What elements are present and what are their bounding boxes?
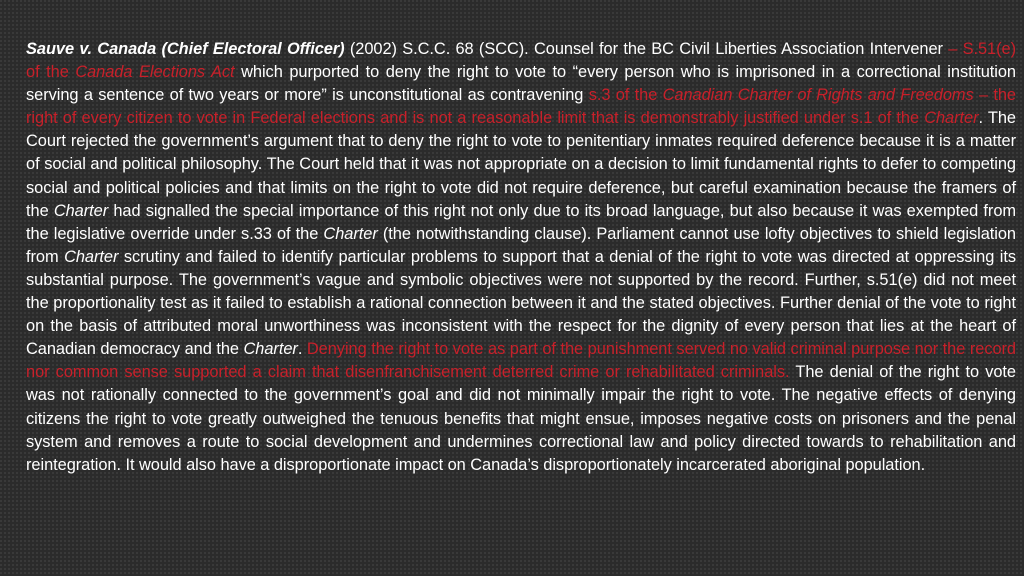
highlighted-text: Denying the right to vote as part of the punishment served no valid criminal purpose nor the record nor common sense supported a claim that disenfranchisement deterred crime or rehabilitated criminals.	[26, 340, 1016, 382]
highlighted-text: – the right of every citizen to vote in Federal elections and is not a reasonable limit that is demonstrably justified under s.1 of the	[26, 86, 1016, 128]
charter-name: Canadian Charter of Rights and Freedoms	[662, 86, 974, 105]
case-title: Sauve v. Canada (Chief Electoral Officer)	[26, 40, 345, 58]
body-text: which purported to deny the right to vote to “every person who is imprisoned in a correctional institution serving a sentence of two years or more” is unconstitutional as contravening	[26, 63, 1016, 105]
charter-reference: Charter	[53, 201, 109, 220]
charter-reference: Charter	[323, 224, 378, 243]
body-text: .	[297, 340, 307, 359]
case-summary-paragraph	[26, 38, 1016, 477]
charter-reference: Charter	[64, 247, 119, 266]
citation-text: (2002) S.C.C. 68 (SCC). Counsel for the BC Civil Liberties Association Intervener	[344, 40, 949, 58]
body-text: had signalled the special importance of this right not only due to its broad language, but also because it was exempted from the legislative override under s.33 of the	[26, 201, 1017, 243]
highlighted-text: – S.51(e) of the	[26, 40, 1016, 82]
body-text: . The Court rejected the government’s argument that to deny the right to vote to penitentiary inmates required deference because it is a matter of social and political philosophy. The Court held that it was not appropriate on a decision to limit fundamental rights to defer to competing social and political policies and that limits on the right to vote did not require deference, but careful examination because the framers of the	[26, 109, 1016, 220]
body-text: (the notwithstanding clause). Parliament cannot use lofty objectives to shield legislation from	[26, 224, 1016, 266]
charter-reference: Charter	[243, 340, 298, 359]
highlighted-text: s.3 of the	[588, 86, 663, 105]
charter-reference: Charter	[924, 109, 979, 128]
statute-name: Canada Elections Act	[75, 63, 235, 82]
body-text: The denial of the right to vote was not rationally connected to the government’s goal and did not minimally impair the right to vote. The negative effects of denying citizens the right to vote greatly outweighed the tenuous benefits that might ensue, imposes negative costs on prisoners and the penal system and removes a route to social development and undermines correctional law and policy directed towards to rehabilitation and reintegration. It would also have a disproportionate impact on Canada’s disproportionately incarcerated aboriginal population.	[26, 363, 1016, 474]
body-text: scrutiny and failed to identify particular problems to support that a denial of the right to vote was directed at oppressing its substantial purpose. The government’s vague and symbolic objectives were not supported by the record. Further, s.51(e) did not meet the proportionality test as it failed to establish a rational connection between it and the stated objectives. Further denial of the vote to right on the basis of attributed moral unworthiness was inconsistent with the respect for the dignity of every person that lies at the heart of Canadian democracy and the	[26, 247, 1016, 359]
